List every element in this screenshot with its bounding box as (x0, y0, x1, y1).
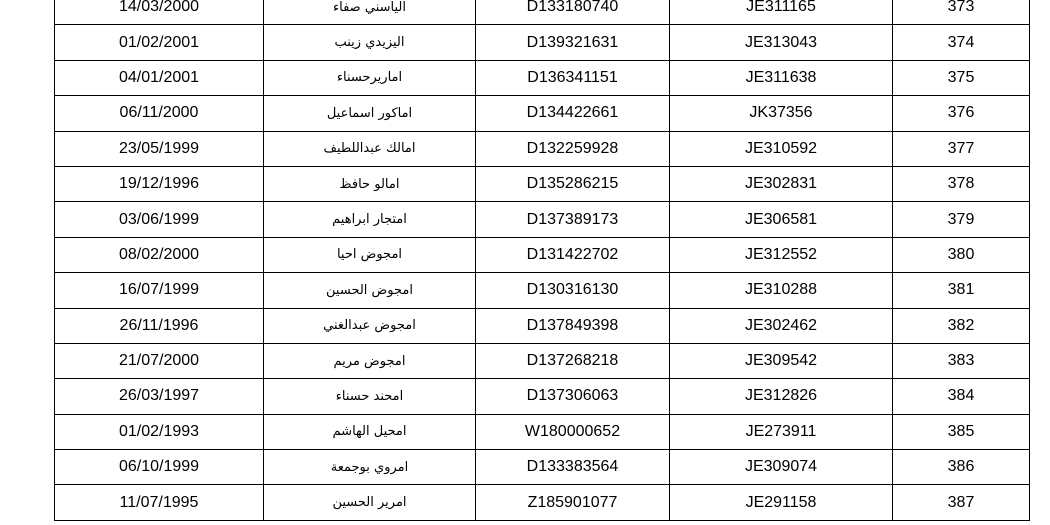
row-number-cell: 375 (893, 60, 1030, 95)
table-row (55, 414, 1030, 449)
id-number-cell: Z185901077 (476, 485, 670, 520)
table-row (55, 485, 1030, 520)
row-number-cell: 377 (893, 131, 1030, 166)
table-row (55, 308, 1030, 343)
full-name-cell: امحيل الهاشم (264, 414, 476, 449)
birth-date-cell: 14/03/2000 (55, 0, 264, 25)
full-name-cell: امالك عبداللطيف (264, 131, 476, 166)
table-row (55, 273, 1030, 308)
row-number-cell: 379 (893, 202, 1030, 237)
full-name-cell: امجوض عبدالغني (264, 308, 476, 343)
id-number-cell: D134422661 (476, 96, 670, 131)
full-name-cell: اليزيدي زينب (264, 25, 476, 60)
student-code-cell: JE313043 (670, 25, 893, 60)
id-number-cell: D135286215 (476, 166, 670, 201)
id-number-cell: D132259928 (476, 131, 670, 166)
student-code-cell: JE302462 (670, 308, 893, 343)
row-number-cell: 384 (893, 379, 1030, 414)
row-number-cell: 382 (893, 308, 1030, 343)
records-table (54, 0, 1030, 521)
id-number-cell: D136341151 (476, 60, 670, 95)
full-name-cell: امجوض احيا (264, 237, 476, 272)
student-code-cell: JE310288 (670, 273, 893, 308)
id-number-cell: D130316130 (476, 273, 670, 308)
row-number-cell: 378 (893, 166, 1030, 201)
table-row (55, 131, 1030, 166)
id-number-cell: D139321631 (476, 25, 670, 60)
id-number-cell: D137306063 (476, 379, 670, 414)
student-code-cell: JE306581 (670, 202, 893, 237)
table-row (55, 343, 1030, 378)
birth-date-cell: 26/03/1997 (55, 379, 264, 414)
student-code-cell: JE310592 (670, 131, 893, 166)
table-row (55, 96, 1030, 131)
full-name-cell: امتجار ابراهيم (264, 202, 476, 237)
birth-date-cell: 06/10/1999 (55, 450, 264, 485)
birth-date-cell: 04/01/2001 (55, 60, 264, 95)
student-code-cell: JE302831 (670, 166, 893, 201)
student-code-cell: JE312826 (670, 379, 893, 414)
id-number-cell: D137389173 (476, 202, 670, 237)
full-name-cell: الياسني صفاء (264, 0, 476, 25)
id-number-cell: D133383564 (476, 450, 670, 485)
row-number-cell: 387 (893, 485, 1030, 520)
row-number-cell: 376 (893, 96, 1030, 131)
table-row (55, 166, 1030, 201)
birth-date-cell: 19/12/1996 (55, 166, 264, 201)
table-row (55, 450, 1030, 485)
birth-date-cell: 26/11/1996 (55, 308, 264, 343)
row-number-cell: 386 (893, 450, 1030, 485)
table-row (55, 237, 1030, 272)
id-number-cell: W180000652 (476, 414, 670, 449)
birth-date-cell: 06/11/2000 (55, 96, 264, 131)
birth-date-cell: 08/02/2000 (55, 237, 264, 272)
student-code-cell: JE309074 (670, 450, 893, 485)
row-number-cell: 381 (893, 273, 1030, 308)
birth-date-cell: 21/07/2000 (55, 343, 264, 378)
birth-date-cell: 01/02/2001 (55, 25, 264, 60)
student-code-cell: JE291158 (670, 485, 893, 520)
table-row (55, 379, 1030, 414)
table-row (55, 202, 1030, 237)
student-code-cell: JE309542 (670, 343, 893, 378)
id-number-cell: D137849398 (476, 308, 670, 343)
id-number-cell: D131422702 (476, 237, 670, 272)
row-number-cell: 373 (893, 0, 1030, 25)
row-number-cell: 374 (893, 25, 1030, 60)
full-name-cell: امروي بوجمعة (264, 450, 476, 485)
birth-date-cell: 23/05/1999 (55, 131, 264, 166)
row-number-cell: 385 (893, 414, 1030, 449)
records-table-body (55, 0, 1030, 520)
birth-date-cell: 11/07/1995 (55, 485, 264, 520)
full-name-cell: امجوض الحسين (264, 273, 476, 308)
student-code-cell: JE273911 (670, 414, 893, 449)
student-code-cell: JE311638 (670, 60, 893, 95)
table-row (55, 0, 1030, 25)
full-name-cell: امجوض مريم (264, 343, 476, 378)
row-number-cell: 380 (893, 237, 1030, 272)
student-code-cell: JE312552 (670, 237, 893, 272)
full-name-cell: امحند حسناء (264, 379, 476, 414)
birth-date-cell: 01/02/1993 (55, 414, 264, 449)
id-number-cell: D133180740 (476, 0, 670, 25)
student-code-cell: JE311165 (670, 0, 893, 25)
birth-date-cell: 16/07/1999 (55, 273, 264, 308)
full-name-cell: امالو حافظ (264, 166, 476, 201)
full-name-cell: امرير الحسين (264, 485, 476, 520)
id-number-cell: D137268218 (476, 343, 670, 378)
table-row (55, 25, 1030, 60)
full-name-cell: اماكور اسماعيل (264, 96, 476, 131)
row-number-cell: 383 (893, 343, 1030, 378)
full-name-cell: اماريرحسناء (264, 60, 476, 95)
student-code-cell: JK37356 (670, 96, 893, 131)
birth-date-cell: 03/06/1999 (55, 202, 264, 237)
table-row (55, 60, 1030, 95)
